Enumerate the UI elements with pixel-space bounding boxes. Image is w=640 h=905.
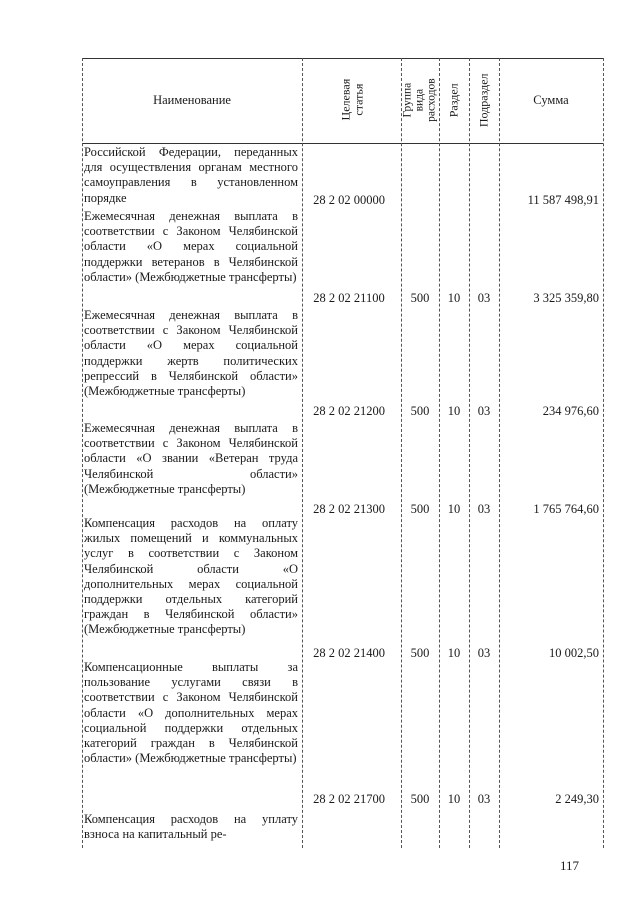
row-sum: 1 765 764,60 [533,502,599,516]
row-name: Компенсация расходов на оплату жилых помещений и коммунальных услуг в соответствии с Законом Челябинской области «О дополнительных мерах социальной поддержки отдельных категорий граждан в Челябинской области» (Межбюджетные трансферты) [84,516,298,637]
row-subsection: 03 [477,404,491,418]
header-subsection [469,58,499,142]
row-group: 500 [410,291,430,305]
row-code: 28 2 02 21400 [313,646,385,660]
row-sum: 234 976,60 [542,404,599,418]
header-name-label: Наименование [153,92,231,107]
row-code: 28 2 02 00000 [313,193,385,207]
row-section: 10 [447,502,461,516]
row-section: 10 [447,291,461,305]
row-subsection: 03 [477,792,491,806]
header-subsection-label: Подраздел [476,73,491,127]
header-sum [499,58,603,142]
table-row [82,421,603,517]
row-name: Ежемесячная денежная выплата в соответствии с Законом Челябинской области «О мерах социальной поддержки ветеранов в Челябинской области» (Межбюджетные трансферты) [84,209,298,284]
header-section [439,58,469,142]
row-name: Российской Федерации, переданных для осуществления органам местного самоуправления в установленном порядке [84,145,298,205]
table-row [82,209,603,307]
row-code: 28 2 02 21700 [313,792,385,806]
row-name: Компенсация расходов на уплату взноса на капитальный ре- [84,812,298,842]
row-code: 28 2 02 21100 [313,291,385,305]
table-row [82,660,603,810]
header-name [82,58,302,142]
row-code: 28 2 02 21300 [313,502,385,516]
table-row [82,308,603,420]
header-code-label: Целевая статья [337,79,365,121]
row-group: 500 [410,792,430,806]
header-sum-label: Сумма [533,92,569,107]
header-section-label: Раздел [446,83,461,117]
table-row [82,812,603,848]
row-subsection: 03 [477,502,491,516]
header-code [302,58,401,142]
row-subsection: 03 [477,646,491,660]
table-row [82,145,603,213]
column-rule [603,58,604,848]
row-sum: 11 587 498,91 [527,193,599,207]
row-section: 10 [447,404,461,418]
row-section: 10 [447,792,461,806]
row-name: Ежемесячная денежная выплата в соответствии с Законом Челябинской области «О мерах социальной поддержки жертв политических репрессий в Челябинской области» (Межбюджетные трансферты) [84,308,298,399]
header-group [401,58,439,142]
header-group-label: Группа вида расходов [401,78,439,122]
table-row [82,516,603,660]
row-name: Компенсационные выплаты за пользование услугами связи в соответствии с Законом Челябинской области «О дополнительных мерах социальной поддержки отдельных категорий граждан в Челябинской области» (Межбюджетные трансферты) [84,660,298,766]
row-group: 500 [410,404,430,418]
row-section: 10 [447,646,461,660]
row-sum: 10 002,50 [549,646,599,660]
row-name: Ежемесячная денежная выплата в соответствии с Законом Челябинской области «О звании «Ветеран труда Челябинской области» (Межбюджетные трансферты) [84,421,298,496]
row-subsection: 03 [477,291,491,305]
row-group: 500 [410,646,430,660]
page-number: 117 [560,858,580,873]
row-code: 28 2 02 21200 [313,404,385,418]
row-sum: 2 249,30 [555,792,599,806]
row-group: 500 [410,502,430,516]
row-sum: 3 325 359,80 [533,291,599,305]
